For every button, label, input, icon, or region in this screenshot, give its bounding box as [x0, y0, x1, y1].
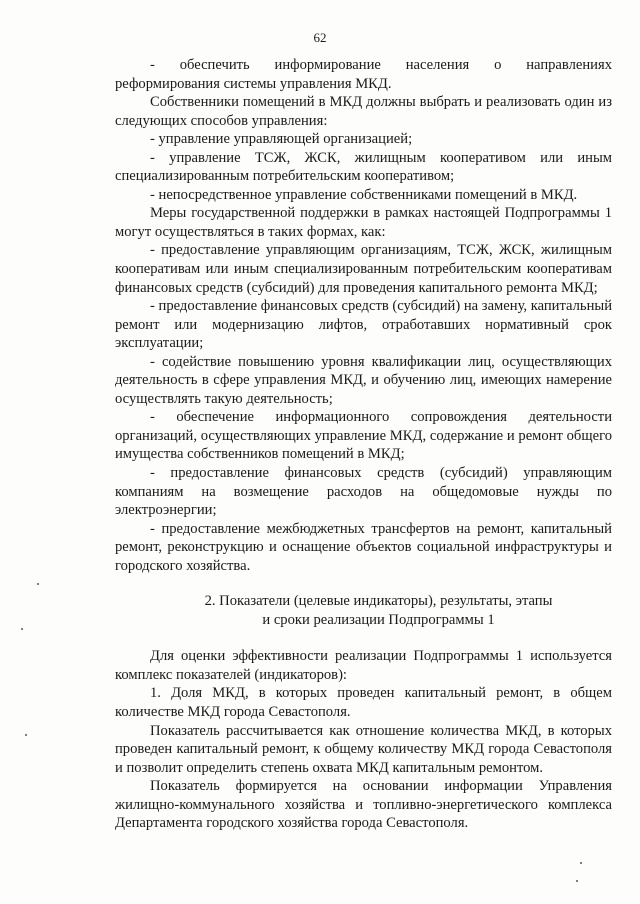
document-body: [115, 56, 612, 833]
paragraph-indicators-intro: Для оценки эффективности реализации Подпрограммы 1 используется комплекс показателей (индикаторов):: [115, 648, 612, 683]
scan-speck: [21, 628, 23, 630]
list-item-qualification-training: - содействие повышению уровня квалификации лиц, осуществляющих деятельность в сфере управления МКД, и обучению лиц, имеющих намерение осуществлять такую деятельность;: [115, 353, 612, 407]
list-item-information-support: - обеспечение информационного сопровождения деятельности организаций, осуществляющих управление МКД, содержание и ремонт общего имущества собственников помещений в МКД;: [115, 409, 612, 463]
list-item-interbudget-transfers: - предоставление межбюджетных трансфертов на ремонт, капитальный ремонт, реконструкцию и оснащение объектов социальной инфраструктуры и городского хозяйства.: [115, 520, 612, 574]
list-item-direct-management: - непосредственное управление собственниками помещений в МКД.: [150, 186, 578, 203]
section-heading: [115, 592, 612, 629]
list-item-electricity-subsidies: - предоставление финансовых средств (субсидий) управляющим компаниям на возмещение расходов на общедомовые нужды по электроэнергии;: [115, 465, 612, 519]
list-item-management-company: - управление управляющей организацией;: [150, 131, 413, 148]
scan-speck: [25, 734, 27, 736]
paragraph-state-support-measures: Меры государственной поддержки в рамках настоящей Подпрограммы 1 могут осуществляться в таких формах, как:: [115, 205, 612, 240]
paragraph-indicator-source: Показатель формируется на основании информации Управления жилищно-коммунального хозяйства и топливно-энергетического комплекса Департамента городского хозяйства города Севастополя.: [115, 778, 612, 832]
section-heading-line2: и сроки реализации Подпрограммы 1: [262, 611, 495, 628]
scan-speck: [37, 583, 39, 585]
scan-speck: [576, 880, 578, 882]
list-item-capital-repair-subsidies: - предоставление управляющим организациям, ТСЖ, ЖСК, жилищным кооперативам или иным специализированным потребительским кооперативам финансовых средств (субсидий) для проведения капитального ремонта МКД;: [115, 242, 612, 296]
scan-speck: [580, 862, 582, 864]
page-number: 62: [313, 30, 327, 45]
paragraph-inform-population: - обеспечить информирование населения о направлениях реформирования системы управления МКД.: [115, 57, 612, 92]
section-heading-line1: 2. Показатели (целевые индикаторы), результаты, этапы: [204, 593, 553, 610]
list-item-hoa-cooperative: - управление ТСЖ, ЖСК, жилищным кооперативом или иным специализированным потребительским кооперативом;: [115, 149, 612, 185]
paragraph-indicator-calculation: Показатель рассчитывается как отношение количества МКД, в которых проведен капитальный ремонт, к общему количеству МКД города Севастополя и позволит определить степень охвата МКД капитальным ремонтом.: [115, 722, 612, 776]
paragraph-owners-choose-method: Собственники помещений в МКД должны выбрать и реализовать один из следующих способов управления:: [115, 94, 612, 129]
paragraph-indicator-1: 1. Доля МКД, в которых проведен капитальный ремонт, в общем количестве МКД города Севастополя.: [115, 685, 612, 720]
list-item-elevator-subsidies: - предоставление финансовых средств (субсидий) на замену, капитальный ремонт или модернизацию лифтов, отработавших нормативный срок эксплуатации;: [115, 298, 613, 352]
